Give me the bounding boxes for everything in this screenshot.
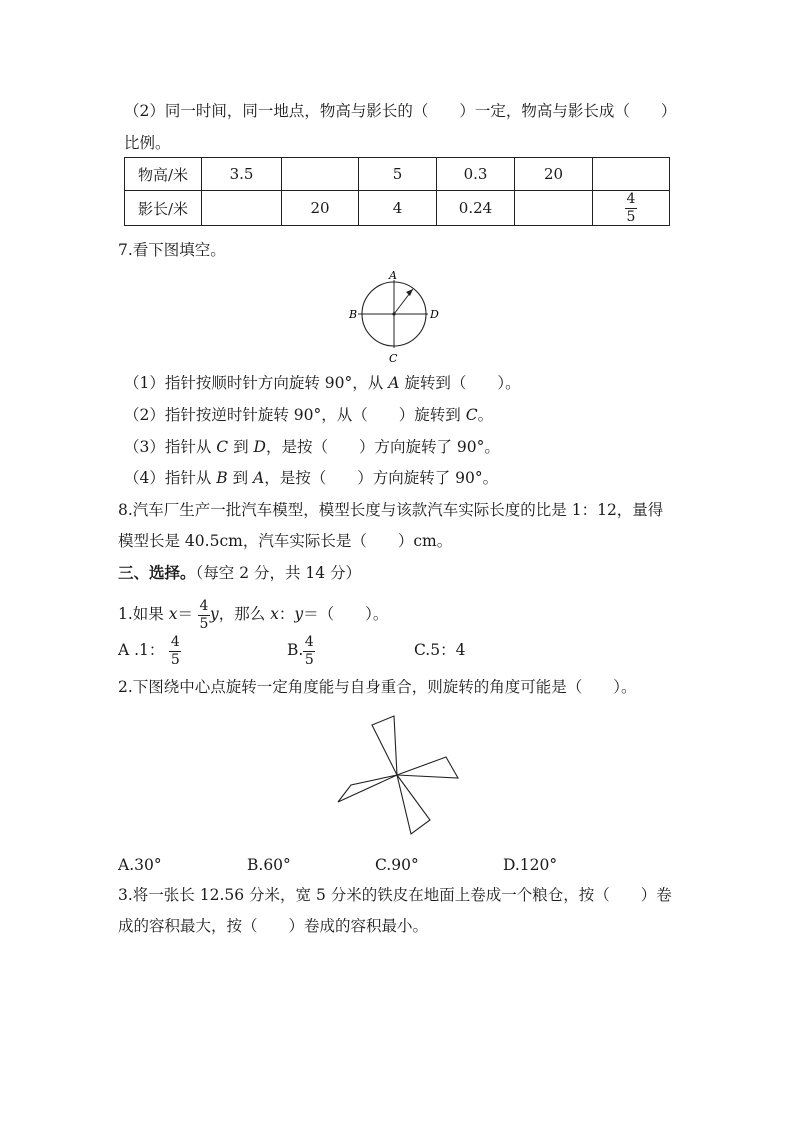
choice2-option-c: C.90° <box>375 856 419 874</box>
q7-part2: （2）指针按逆时针旋转 90°，从（ ）旋转到 C。 <box>124 406 494 424</box>
q8-line1: 8.汽车厂生产一批汽车模型，模型长度与该款汽车实际长度的比是 1：12，量得 <box>118 501 664 519</box>
choice2-question: 2.下图绕中心点旋转一定角度能与自身重合，则旋转的角度可能是（ ）。 <box>118 678 637 696</box>
choice1-option-c: C.5：4 <box>414 641 466 659</box>
q7-part3: （3）指针从 C 到 D，是按（ ）方向旋转了 90°。 <box>124 438 500 456</box>
table-cell <box>202 191 282 226</box>
q6-part2-line2: 比例。 <box>124 134 171 152</box>
clock-dial-diagram <box>340 264 450 366</box>
section3-heading <box>118 563 361 583</box>
label-b: B <box>349 308 358 321</box>
table-cell: 3.5 <box>202 158 282 191</box>
section-note: （每空 2 分，共 14 分） <box>195 564 362 582</box>
table-row <box>125 191 670 226</box>
q7-part1: （1）指针按顺时针方向旋转 90°，从 A 旋转到（ ）。 <box>124 374 521 392</box>
label-a: A <box>389 269 397 282</box>
center-dot <box>392 312 395 315</box>
q7-title: 7.看下图填空。 <box>118 241 226 259</box>
table-cell: 20 <box>282 191 359 226</box>
table-row <box>125 158 670 191</box>
table-cell <box>593 158 670 191</box>
label-d: D <box>430 308 439 321</box>
label-c: C <box>389 352 398 365</box>
blade-top <box>372 716 397 775</box>
choice3-line1: 3.将一张长 12.56 分米，宽 5 分米的铁皮在地面上卷成一个粮仓，按（ ）卷 <box>118 886 672 904</box>
row-label-shadow: 影长/米 <box>125 191 202 226</box>
blade-right <box>397 757 458 778</box>
height-shadow-table <box>124 157 670 226</box>
table-cell: 0.24 <box>437 191 515 226</box>
section-title: 三、选择。 <box>118 564 196 582</box>
choice2-option-d: D.120° <box>503 856 558 874</box>
choice3-line2: 成的容积最大，按（ ）卷成的容积最小。 <box>118 917 429 935</box>
fraction: $\frac{4}{5}$ <box>199 597 209 632</box>
fraction-numerator: 4 <box>626 190 636 207</box>
table-cell <box>515 191 593 226</box>
table-cell <box>282 158 359 191</box>
table-cell: 20 <box>515 158 593 191</box>
choice2-option-a: A.30° <box>118 856 162 874</box>
fraction-denominator: 5 <box>626 208 636 225</box>
fraction <box>625 192 637 225</box>
blade-bottom <box>397 775 430 834</box>
row-label-height: 物高/米 <box>125 158 202 191</box>
choice1-option-b: B. $\frac{4}{5}$ <box>287 633 314 668</box>
table-cell: 0.3 <box>437 158 515 191</box>
arrowhead-icon <box>406 289 413 296</box>
fraction: $\frac{4}{5}$ <box>304 633 314 668</box>
pinwheel-figure <box>330 708 465 843</box>
q7-part4: （4）指针从 B 到 A，是按（ ）方向旋转了 90°。 <box>124 469 499 487</box>
table-cell-fraction <box>593 191 670 226</box>
choice1-question: 1.如果 x＝ $\frac{4}{5}$ y，那么 x：y＝（ ）。 <box>118 597 389 632</box>
choice2-option-b: B.60° <box>247 856 291 874</box>
fraction: $\frac{4}{5}$ <box>170 633 180 668</box>
blade-left <box>338 775 397 802</box>
choice1-option-a: A .1： $\frac{4}{5}$ <box>118 633 180 668</box>
table-cell: 5 <box>359 158 437 191</box>
table-cell: 4 <box>359 191 437 226</box>
q6-part2-line1: （2）同一时间，同一地点，物高与影长的（ ）一定，物高与影长成（ ） <box>124 102 677 120</box>
q8-line2: 模型长是 40.5cm，汽车实际长是（ ）cm。 <box>118 532 453 550</box>
